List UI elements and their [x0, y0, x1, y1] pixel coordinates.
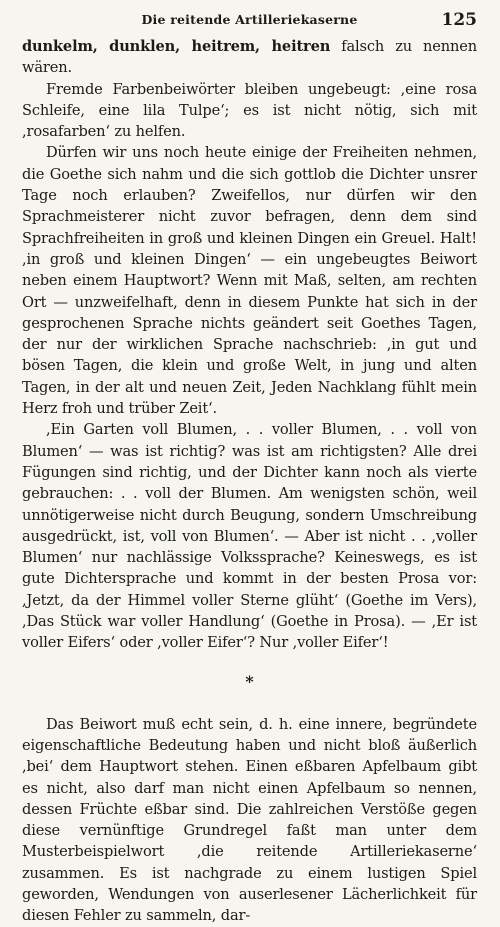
- page-number: 125: [441, 10, 477, 30]
- paragraph: Das Beiwort muß echt sein, d. h. eine innere, begründete eigenschaftliche Bedeutung haben und nicht bloß äußerlich ,bei‘ dem Hauptwort stehen. Einen eßbaren Apfelbaum gibt es nicht, also darf man nicht einen Apfelbaum so nennen, dessen Früchte eßbar sind. Die zahlreichen Verstöße gegen diese vernünftige Grundregel faßt man unter dem Musterbeispielwort ,die reitende Artilleriekaserne‘ zusammen. Es ist nachgrade zu einem lustigen Spiel geworden, Wendungen von auserlesener Lächerlichkeit für diesen Fehler zu sammeln, dar-: [22, 715, 477, 925]
- running-head: Die reitende Artilleriekaserne: [141, 12, 358, 27]
- book-page: [22, 10, 477, 927]
- page-header: [22, 10, 477, 36]
- paragraph: Dürfen wir uns noch heute einige der Freiheiten nehmen, die Goethe sich nahm und die sich gottlob die Dichter unsrer Tage noch erlauben? Zweifellos, nur dürfen wir den Sprachmeisterer nicht zuvor befragen, denn dem sind Sprachfreiheiten in groß und kleinen Dingen ein Greuel. Halt! ,in groß und kleinen Dingen‘ — ein ungebeugtes Beiwort neben einem Hauptwort? Wenn mit Maß, selten, am rechten Ort — unzweifelhaft, denn in diesem Punkte hat sich in der gesprochenen Sprache nichts geändert seit Goethes Tagen, der nur der wirklichen Sprache nachschrieb: ,in gut und bösen Tagen, die klein und große Welt, in jung und alten Tagen, in der alt und neuen Zeit, Jeden Nachklang fühlt mein Herz froh und trüber Zeit‘.: [22, 144, 477, 418]
- paragraph: Fremde Farbenbeiwörter bleiben ungebeugt: ,eine rosa Schleife, eine lila Tulpe‘; es ist nicht nötig, sich mit ,rosafarben‘ zu helfen.: [22, 80, 477, 141]
- paragraph: ,Ein Garten voll Blumen, . . voller Blumen, . . voll von Blumen‘ — was ist richtig? was ist am richtigsten? Alle drei Fügungen sind richtig, und der Dichter kann noch als vierte gebrauchen: . . voll der Blumen. Am wenigsten schön, weil unnötigerweise nicht durch Beugung, sondern Umschreibung ausgedrückt, ist, voll von Blumen‘. — Aber ist nicht . . ,voller Blumen‘ nur nachlässige Volkssprache? Keineswegs, es ist gute Dichtersprache und kommt in der besten Prosa vor: ,Jetzt, da der Himmel voller Sterne glüht‘ (Goethe im Vers), ,Das Stück war voller Handlung‘ (Goethe in Prosa). — ,Er ist voller Eifers‘ oder ,voller Eifer‘? Nur ,voller Eifer‘!: [22, 421, 477, 652]
- section-separator: *: [245, 671, 254, 691]
- paragraph-continuation: [22, 36, 477, 79]
- paragraph-text: falsch zu nennen wären.: [22, 38, 477, 77]
- emphasized-words: dunkelm, dunklen, heitrem, heitren: [22, 38, 331, 55]
